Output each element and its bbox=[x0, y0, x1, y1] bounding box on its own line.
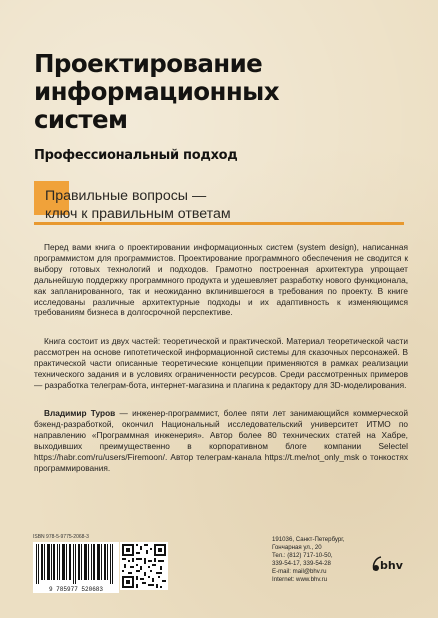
book-title bbox=[34, 50, 414, 134]
address-line-5: E-mail: mail@bhv.ru bbox=[272, 568, 327, 576]
description-text-1: Перед вами книга о проектировании информационных систем (system design), написанная программистом для программистов. Проектирование программного обеспечения не сводится к выбору готовых технологий и подходов. Грамотно построенная архитектура упрощает дальнейшую поддержку программного продукта и удешевляет разработку нового функционала, как запланированного, так и неожиданно вклинившегося в требования по проекту. В книге исследованы различные архитектурные подходы и их адаптивность к изменяющимся требованиям бизнеса в долгосрочной перспективе. bbox=[34, 242, 408, 318]
qr-pattern bbox=[122, 544, 166, 588]
bhv-logo bbox=[370, 552, 406, 574]
book-subtitle: Профессиональный подход bbox=[34, 148, 238, 163]
slogan-line-2: ключ к правильным ответам bbox=[45, 206, 231, 222]
author-bio bbox=[34, 408, 408, 473]
address-line-2: Гончарная ул., 20 bbox=[272, 544, 322, 552]
address-line-6: Internet: www.bhv.ru bbox=[272, 576, 328, 584]
slogan bbox=[45, 187, 425, 223]
barcode-digits: 9 785977 520683 bbox=[33, 586, 119, 593]
address-line-3: Тел.: (812) 717-10-50, bbox=[272, 552, 333, 560]
author-bio-text: — инженер-программист, более пяти лет занимающийся коммерческой бэкенд-разработкой, окончил Национальный исследовательский университет ИТМО по направлению «Программная инженерия». Автор более 80 технических статей на Хабре, выходивших преимущественно в корпоративном блоге компании Selectel https://habr.com/ru/users/Firemoon/. Автор телеграм-канала https://t.me/not_only_msk о тонкостях программирования. bbox=[34, 408, 408, 473]
address-line-1: 191036, Санкт-Петербург, bbox=[272, 536, 345, 543]
qr-code bbox=[120, 542, 168, 590]
title-line-3: систем bbox=[34, 105, 128, 134]
description-text-2: Книга состоит из двух частей: теоретической и практической. Материал теоретической части рассмотрен на основе гипотетической информационной системы для сказочных персонажей. В практической части описанные теоретические концепции применяются в рамках реализации технического задания и в условиях ограниченности ресурсов. Среди рассмотренных примеров — разработка телеграм-бота, интернет-магазина и плагина к редактору для 3D-моделирования. bbox=[34, 336, 408, 390]
isbn-label: ISBN 978-5-9775-2068-3 bbox=[33, 534, 89, 540]
barcode-block bbox=[33, 534, 121, 604]
address-line-4: 339-54-17, 339-54-28 bbox=[272, 560, 331, 568]
description-paragraph-2 bbox=[34, 336, 408, 391]
title-line-1: Проектирование bbox=[34, 49, 263, 78]
author-name: Владимир Туров bbox=[44, 408, 116, 418]
barcode-bars bbox=[36, 544, 116, 584]
barcode bbox=[33, 542, 119, 592]
bhv-logo-text: bhv bbox=[380, 559, 403, 572]
slogan-line-1: Правильные вопросы — bbox=[45, 188, 207, 204]
title-line-2: информационных bbox=[34, 77, 279, 106]
accent-rule bbox=[34, 222, 404, 225]
description-paragraph-1 bbox=[34, 242, 408, 318]
